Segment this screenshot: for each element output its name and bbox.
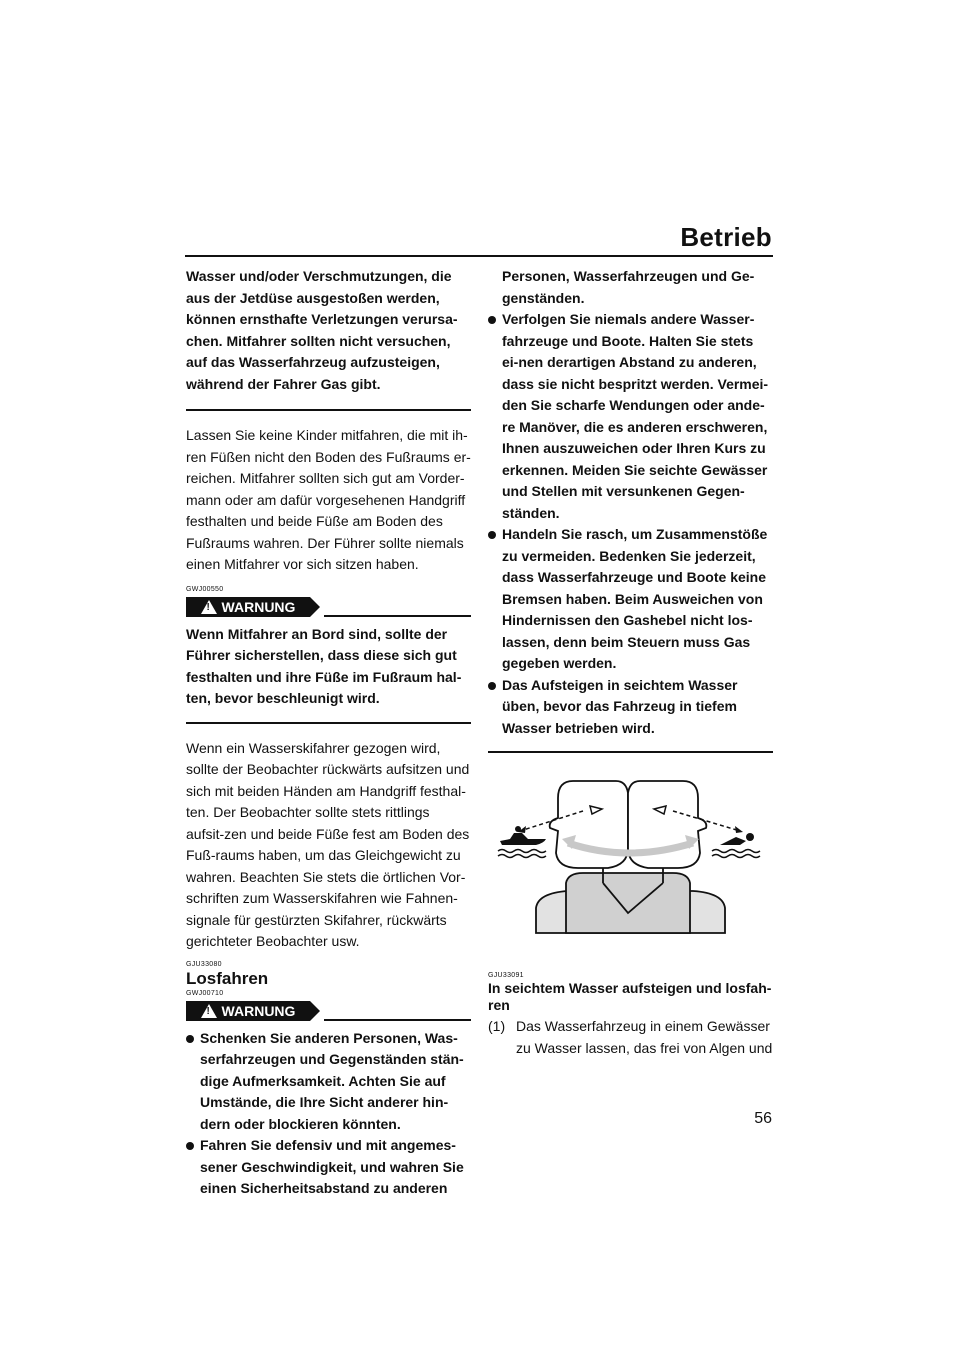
list-item: Verfolgen Sie niemals andere Wasser-fahrzeuge und Boote. Halten Sie stets ei-nen derartigen Abstand zu anderen, dass sie nicht bespritzt werden. Vermei-den Sie scharfe Wendungen oder ande-re Manöver, die es anderen erschweren, Ihnen auszuweichen oder Ihren Kurs zu erkennen. Meiden Sie seichte Gewässer und Stellen mit versunkenen Gegen-ständen. xyxy=(488,309,773,524)
ref-code: GJU33080 xyxy=(186,960,222,968)
passenger-paragraph: Lassen Sie keine Kinder mitfahren, die mit ih-ren Füßen nicht den Boden des Fußraums er-reichen. Mitfahrer sollten sich gut am Vorder-mann oder am dafür vorgesehenen Handgriff festhalten und beide Füße am Boden des Fußraums wahren. Der Führer sollte niemals einen Mitfahrer vor sich sitzen haben. xyxy=(186,427,471,572)
warning-bullet-list xyxy=(186,1028,471,1200)
warning-passenger-text: Wenn Mitfahrer an Bord sind, sollte der Führer sicherstellen, dass diese sich gut festhalten und ihre Füße im Fußraum hal-ten, bevor beschleunigt wird. xyxy=(186,625,462,706)
header-rule xyxy=(185,255,773,257)
list-item: Fahren Sie defensiv und mit angemes-sener Geschwindigkeit, und wahren Sie einen Sicherheitsabstand zu anderen xyxy=(186,1135,471,1200)
bullet-icon xyxy=(488,531,496,539)
bullet-continuation-text: Personen, Wasserfahrzeugen und Ge-genständen. xyxy=(502,268,755,306)
bullet-icon xyxy=(488,316,496,324)
step-text: Das Wasserfahrzeug in einem Gewässer zu Wasser lassen, das frei von Algen und xyxy=(516,1018,773,1056)
warning-rule xyxy=(324,615,471,617)
subsection-title: In seichtem Wasser aufsteigen und losfah-ren xyxy=(488,980,772,1013)
step-number: (1) xyxy=(488,1018,506,1034)
warning-bullet-list xyxy=(488,309,773,739)
left-column xyxy=(186,266,471,1200)
warning-triangle-icon: ! xyxy=(201,600,217,614)
list-item: Schenken Sie anderen Personen, Was-serfahrzeugen und Gegenständen stän-dige Aufmerksamkeit. Achten Sie auf Umstände, die Ihre Sicht anderer hin-dern oder blockieren könnten. xyxy=(186,1028,471,1136)
page-number: 56 xyxy=(754,1110,772,1127)
bullet-icon xyxy=(186,1035,194,1043)
person-chest-shape xyxy=(566,873,690,933)
ref-code: GWJ00710 xyxy=(186,989,224,997)
step-item xyxy=(488,1016,773,1059)
warning-label: WARNUNG xyxy=(221,1002,296,1019)
section-title: Losfahren xyxy=(186,968,269,988)
look-around-illustration xyxy=(488,773,773,948)
bullet-icon xyxy=(488,682,496,690)
warning-triangle-icon: ! xyxy=(201,1004,217,1018)
list-item: Das Aufsteigen in seichtem Wasser üben, bevor das Fahrzeug in tiefem Wasser betrieben wird. xyxy=(488,675,773,740)
warning-continuation-text: Wasser und/oder Verschmutzungen, die aus der Jetdüse ausgestoßen werden, können ernsthafte Verletzungen verursa-chen. Mitfahrer sollten nicht versuchen, auf das Wasserfahrzeug aufzusteigen, während der Fahrer Gas gibt. xyxy=(186,268,458,392)
warning-label: WARNUNG xyxy=(221,598,296,615)
page-header-title: Betrieb xyxy=(680,222,772,252)
warning-end-rule xyxy=(488,751,773,753)
warning-badge xyxy=(186,597,310,617)
warning-header xyxy=(186,596,471,618)
warning-header xyxy=(186,1000,471,1022)
warning-end-rule xyxy=(186,722,471,724)
list-item: Handeln Sie rasch, um Zusammenstöße zu vermeiden. Bedenken Sie jederzeit, dass Wasserfahrzeuge und Boote keine Bremsen haben. Beim Ausweichen von Hindernissen den Gashebel nicht los-lassen, denn beim Steuern muss Gas gegeben werden. xyxy=(488,524,773,675)
ref-code: GWJ00550 xyxy=(186,585,224,593)
warning-rule xyxy=(324,1019,471,1021)
right-column xyxy=(488,266,773,1059)
ref-code: GJU33091 xyxy=(488,972,524,979)
waterski-paragraph: Wenn ein Wasserskifahrer gezogen wird, sollte der Beobachter rückwärts aufsitzen und sich mit beiden Händen am Handgriff festhal-ten. Der Beobachter sollte stets rittlings aufsit-zen und beide Füße fest am Boden des Fuß-raums haben, um das Gleichgewicht zu wahren. Beachten Sie stets die örtlichen Vor-schriften zum Wasserskifahren wie Fahnen-signale für gestürzten Skifahrer, rückwärts gerichteter Beobachter usw. xyxy=(186,739,470,949)
warning-badge xyxy=(186,1001,310,1021)
swimmer-icon xyxy=(712,833,760,858)
bullet-icon xyxy=(186,1142,194,1150)
warning-end-rule xyxy=(186,409,471,411)
